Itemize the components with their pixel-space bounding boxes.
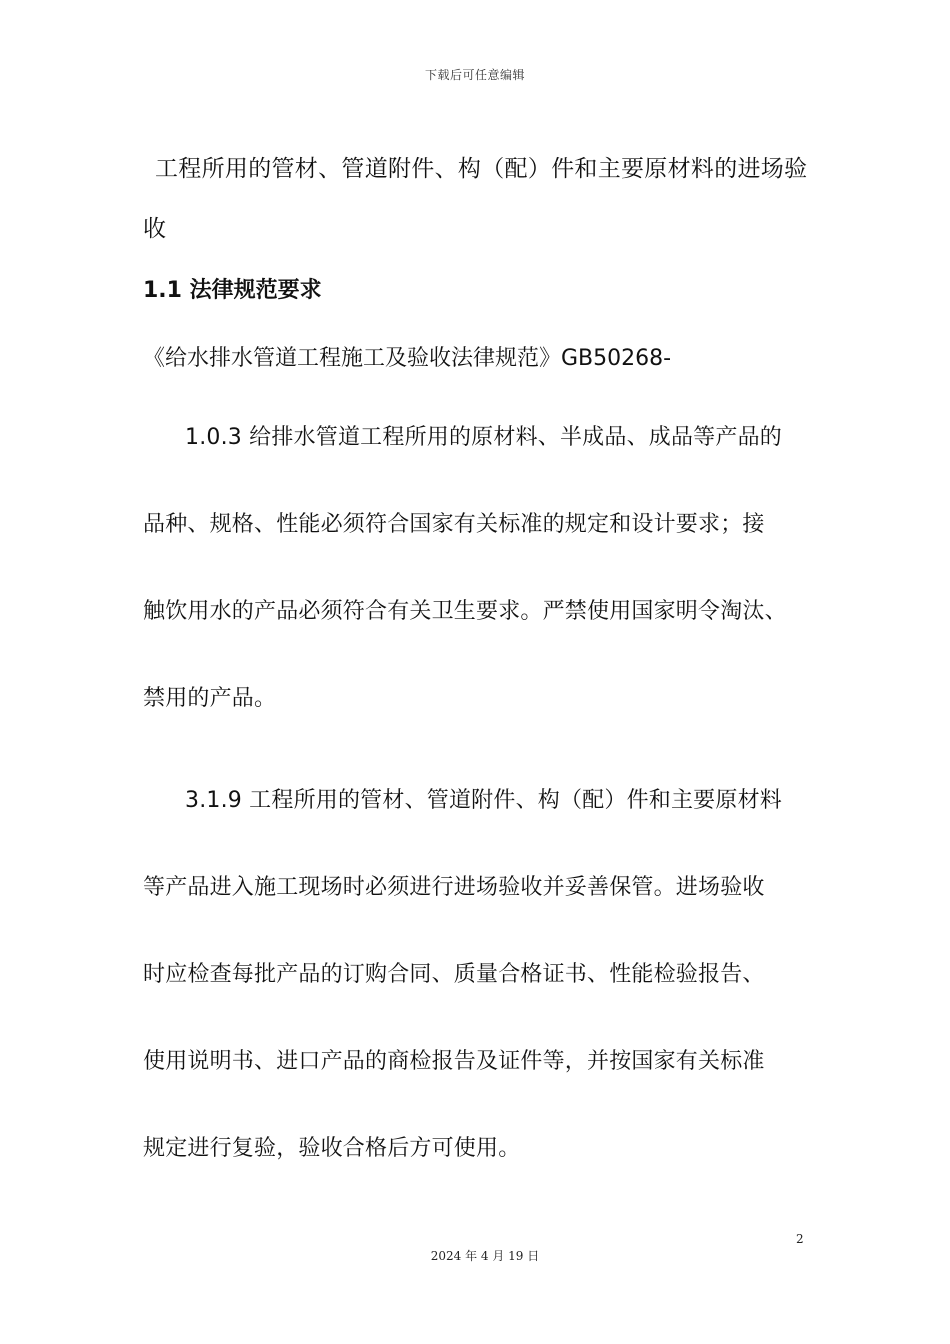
clause-3-1-9 <box>143 757 833 1192</box>
regulation-reference: 《给水排水管道工程施工及验收法律规范》GB50268- <box>143 346 672 371</box>
document-title-continuation: 收 <box>143 216 166 242</box>
page-number: 2 <box>796 1232 804 1246</box>
clause-1-0-3 <box>143 394 833 742</box>
section-heading: 1.1 法律规范要求 <box>143 278 322 303</box>
document-body <box>143 126 833 1192</box>
clause-line: 3.1.9 工程所用的管材、管道附件、构（配）件和主要原材料 <box>185 788 782 813</box>
clause-line: 等产品进入施工现场时必须进行进场验收并妥善保管。进场验收 <box>143 875 765 900</box>
clause-line: 1.0.3 给排水管道工程所用的原材料、半成品、成品等产品的 <box>185 425 782 450</box>
clause-line: 禁用的产品。 <box>143 686 277 711</box>
footer-date: 2024 年 4 月 19 日 <box>430 1249 540 1263</box>
clause-line: 规定进行复验，验收合格后方可使用。 <box>143 1136 521 1161</box>
clause-line: 使用说明书、进口产品的商检报告及证件等，并按国家有关标准 <box>143 1049 765 1074</box>
clause-line: 触饮用水的产品必须符合有关卫生要求。严禁使用国家明令淘汰、 <box>143 599 787 624</box>
document-title: 工程所用的管材、管道附件、构（配）件和主要原材料的进场验 <box>155 156 808 182</box>
header-note: 下载后可任意编辑 <box>424 68 525 82</box>
clause-line: 品种、规格、性能必须符合国家有关标准的规定和设计要求；接 <box>143 512 765 537</box>
clause-line: 时应检查每批产品的订购合同、质量合格证书、性能检验报告、 <box>143 962 765 987</box>
